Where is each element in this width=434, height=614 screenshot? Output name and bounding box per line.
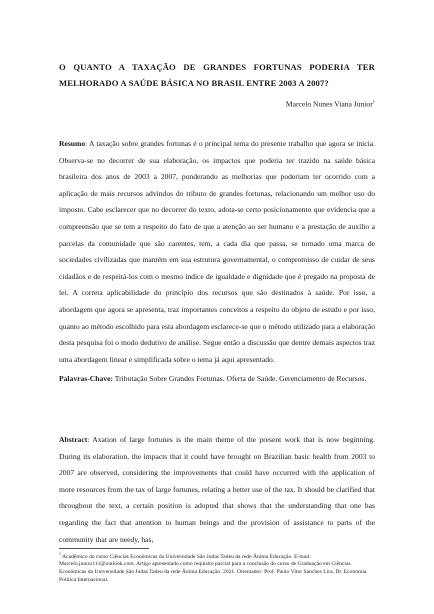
resumo-text: : A taxação sobre grandes fortunas é o principal tema do presente trabalho que agora se inicia. Observa-se no decorrer de sua elaboração, os impactos que poderia ter trazido na saúde básica brasileira dos anos de 2003 a 2007, ponderando as melhorias que poderiam ter ocorrido com a aplicação de mais recursos advindos do tributo de grandes fortunas, relacionando um melhor uso do imposto. Cabe esclarecer que no decorrer do texto, adota-se certo posicionamento que evidencia que a compreensão que se tem a respeito do fato de que a atenção ao ser humano e a prestação de auxílio a parcelas da comunidade que são carentes, tem, a cada dia que passa, se tornado uma marca de sociedades civilizadas que mantém em sua estrutura governamental, o compromisso de cuidar de seus cidadãos e de respeitá-los com o mesmo índice de igualdade e dignidade que é pregado na proposta de lei. A correta aplicabilidade do princípio dos recursos que são destinados à saúde. Por isso, a abordagem que agora se apresenta, traz importantes conceitos a respeito do objeto de estudo e por isso, quanto ao método escolhido para esta abordagem esclarece-se que o método utilizado para a elaboração desta pesquisa foi o modo dedutivo de análise. Segue então a discussão que dentre demais aspectos traz uma abordagem linear e simplificada sobre o tema já aqui apresentado.: [59, 139, 375, 364]
keywords-text: Tributação Sobre Grandes Fortunas. Oferta de Saúde. Gerenciamento de Recursos.: [113, 374, 367, 383]
abstract-paragraph: [59, 432, 375, 548]
author-line: [286, 96, 375, 110]
footnote-separator: [59, 548, 149, 549]
abstract-text: : Axation of large fortunes is the main theme of the present work that is now beginning. During its elaboration, the impacts that it could have brought on Brazilian basic health from 2003 to 2007 are observed, considering the improvements that could have occurred with the application of more resources from the tax of large fortunes, relating a better use of the tax. It should be clarified that throughout the text, a certain position is adopted that shows that the understanding that one has regarding the fact that attention to human beings and the provision of assistance to parts of the community that are needy, has,: [59, 435, 375, 544]
author-footnote-marker: 1: [372, 99, 375, 104]
footnote-text: Acadêmico do curso Ciências Econômicas da Universidade São Judas Tadeu da rede Ânima Educação. E-mail: Marcelo.junior111@outlook.com. Artigo apresentado como requisito parcial para a conclusão do curso de Graduação em Ciências Econômicas da Universidade São Judas Tadeu da rede Ânima Educação. 2021. Orientador: Prof. Paulo Vitor Sanches Lira, Dr. Economia Política Internacional.: [59, 553, 367, 583]
keywords-paragraph: [59, 373, 375, 385]
abstract-label: Abstract: [59, 435, 88, 444]
paper-title: O QUANTO A TAXAÇÃO DE GRANDES FORTUNAS PODERIA TER MELHORADO A SAÚDE BÁSICA NO BRASIL ENTRE 2003 A 2007?: [59, 62, 375, 88]
footnote-marker: 1: [59, 551, 61, 556]
author-name: Marcelo Nunes Viana Junior: [285, 99, 373, 109]
resumo-paragraph: [59, 136, 375, 368]
resumo-label: Resumo: [59, 139, 86, 148]
footnote: [59, 550, 375, 584]
keywords-label: Palavras-Chave:: [59, 374, 113, 383]
